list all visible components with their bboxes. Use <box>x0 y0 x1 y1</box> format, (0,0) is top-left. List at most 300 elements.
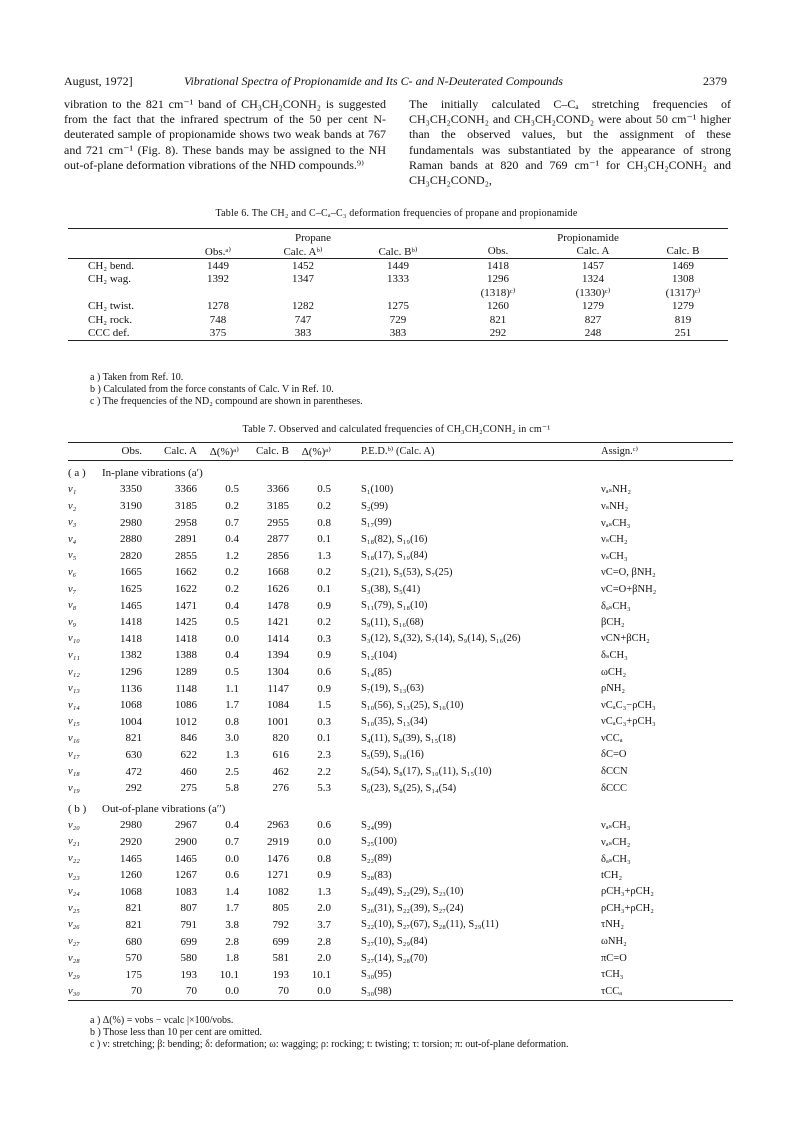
table7-mode: ν₈ <box>68 600 77 612</box>
table7-value: 581 <box>272 952 289 965</box>
table6-cell: 1324 <box>582 273 604 286</box>
table7-row <box>68 581 733 598</box>
table7-value: 3.7 <box>317 918 331 931</box>
table7-value: 580 <box>180 952 197 965</box>
table7-mode: ν₉ <box>68 616 77 628</box>
table7-value: 0.0 <box>225 985 239 998</box>
table6-cell: 383 <box>294 327 312 340</box>
table7-section-header <box>68 796 733 817</box>
table7-value: 0.8 <box>225 715 239 728</box>
table7-value: 2.0 <box>317 902 331 915</box>
table7-mode: ν₅ <box>68 550 77 562</box>
table7-ped: S₁₀(56), S₁₃(25), S₁₆(10) <box>361 699 464 711</box>
table7-mode: ν₃₀ <box>68 985 80 997</box>
table7-row <box>68 564 733 581</box>
table7-mode: ν₁₉ <box>68 782 80 794</box>
table7-assign: tCH₂ <box>601 869 623 881</box>
table7-value: 1465 <box>120 852 142 865</box>
table7-value: 2967 <box>175 819 197 832</box>
table7-value: 1082 <box>267 885 289 898</box>
table7-value: 0.5 <box>225 483 239 496</box>
table7-assign: νₐₛCH₃ <box>601 820 631 832</box>
table6-cell: 1457 <box>582 259 604 272</box>
table7-mode: ν₁₃ <box>68 683 80 695</box>
table7-value: 1421 <box>267 616 289 629</box>
table7-value: 3366 <box>175 483 197 496</box>
table7-value: 1382 <box>120 649 142 662</box>
table7-ped: S₂₇(10), S₂₉(84) <box>361 936 428 948</box>
header-date: August, 1972] <box>64 74 133 88</box>
table7-ped: S₆(23), S₈(25), S₁₄(54) <box>361 782 457 794</box>
table7-row <box>68 883 733 900</box>
table7-value: 1425 <box>175 616 197 629</box>
table7-ped: S₉(11), S₁₆(68) <box>361 616 424 628</box>
table6-cell-nd2: (1330)ᶜ⁾ <box>575 287 611 300</box>
table7-value: 1.4 <box>225 885 239 898</box>
table7-mode: ν₁₅ <box>68 716 80 728</box>
table7-value: 1304 <box>267 666 289 679</box>
table7-mode: ν₂₀ <box>68 819 80 831</box>
table7-value: 2920 <box>120 835 142 848</box>
table7-value: 1.3 <box>317 549 331 562</box>
table7-row <box>68 730 733 747</box>
table7-value: 10.1 <box>219 968 239 981</box>
table7-value: 3185 <box>175 500 197 513</box>
table7-ped: S₇(19), S₁₃(63) <box>361 683 424 695</box>
table7-section-label: ( a ) <box>68 466 86 479</box>
table7-assign: ρCH₃+ρCH₂ <box>601 886 654 898</box>
table7-value: 792 <box>272 918 289 931</box>
table7-value: 0.9 <box>317 649 331 662</box>
table7-ped: S₁₂(104) <box>361 649 397 661</box>
table7-value: 1296 <box>120 666 142 679</box>
table7-value: 460 <box>180 765 197 778</box>
table7-value: 175 <box>125 968 142 981</box>
table7-value: 0.2 <box>317 566 331 579</box>
table7-value: 1465 <box>120 599 142 612</box>
table7-value: 3.0 <box>225 732 239 745</box>
table7-value: 2958 <box>175 516 197 529</box>
table7-mode: ν₂₆ <box>68 919 80 931</box>
table7-ped: S₁(100) <box>361 483 394 495</box>
table6-row-label: CCC def. <box>88 327 130 340</box>
table7-ped: S₃(21), S₅(53), S₇(25) <box>361 566 453 578</box>
table7-mode: ν₆ <box>68 566 77 578</box>
table7-ped: S₃(38), S₅(41) <box>361 583 421 595</box>
table6-cell: 1418 <box>487 259 509 272</box>
table6-col-header: Calc. Bᵇ⁾ <box>378 245 418 258</box>
table6-cell: 1275 <box>387 300 409 313</box>
table6-cell: 827 <box>584 313 602 326</box>
table6-footnotes <box>90 372 363 408</box>
table7-mode: ν₁ <box>68 483 77 495</box>
table7-row <box>68 966 733 983</box>
table7-value: 680 <box>125 935 142 948</box>
table7-value: 791 <box>180 918 197 931</box>
table7-value: 2955 <box>267 516 289 529</box>
table7-value: 1148 <box>175 682 197 695</box>
table7-row <box>68 950 733 967</box>
table7-value: 1418 <box>175 632 197 645</box>
table7-ped: S₁₀(35), S₁₃(34) <box>361 716 428 728</box>
table7-ped: S₁₁(79), S₁₈(10) <box>361 600 428 612</box>
table7-value: 0.4 <box>225 533 239 546</box>
table7-value: 0.7 <box>225 516 239 529</box>
table7-value: 0.7 <box>225 835 239 848</box>
header-page-number: 2379 <box>703 74 727 88</box>
table7-value: 846 <box>180 732 197 745</box>
table7-assign: ρNH₂ <box>601 683 626 695</box>
table7-ped: S₃₀(95) <box>361 969 392 981</box>
table7-assign: νₐₛNH₂ <box>601 484 631 496</box>
table7-value: 0.4 <box>225 599 239 612</box>
table7-value: 2880 <box>120 533 142 546</box>
table7-row <box>68 647 733 664</box>
table7-row <box>68 631 733 648</box>
table7-value: 1665 <box>120 566 142 579</box>
table7-row <box>68 933 733 950</box>
table7-value: 5.3 <box>317 782 331 795</box>
table7-value: 2900 <box>175 835 197 848</box>
table7-value: 2919 <box>267 835 289 848</box>
table7-value: 2855 <box>175 549 197 562</box>
table6-cell-nd2: (1317)ᶜ⁾ <box>665 287 701 300</box>
table7-value: 1289 <box>175 666 197 679</box>
table7-value: 570 <box>125 952 142 965</box>
table7-value: 2.0 <box>317 952 331 965</box>
table7-col-header: P.E.D.ᵇ⁾ (Calc. A) <box>361 446 435 458</box>
table7-value: 3350 <box>120 483 142 496</box>
table6-col-header: Calc. A <box>576 245 610 258</box>
table7-value: 1476 <box>267 852 289 865</box>
table7-caption: Table 7. Observed and calculated frequencies of CH₃CH₂CONH₂ in cm⁻¹ <box>242 424 551 435</box>
table7-value: 1626 <box>267 583 289 596</box>
table6-col-header: Obs.ᵃ⁾ <box>204 245 232 258</box>
table7-value: 1668 <box>267 566 289 579</box>
table7-mode: ν₁₂ <box>68 666 80 678</box>
table6-cell: 729 <box>389 313 407 326</box>
table7-value: 1465 <box>175 852 197 865</box>
table7-value: 0.2 <box>317 500 331 513</box>
table7-row <box>68 834 733 851</box>
table7-value: 1418 <box>120 632 142 645</box>
table6-cell: 1279 <box>672 300 694 313</box>
table6-row <box>68 273 728 287</box>
table6 <box>68 228 728 341</box>
table7-value: 0.6 <box>225 869 239 882</box>
table7-mode: ν₁₈ <box>68 766 80 778</box>
table7-mode: ν₁₀ <box>68 633 80 645</box>
table7-value: 292 <box>125 782 142 795</box>
table6-row-nd2 <box>68 286 728 300</box>
table7-ped: S₂₆(31), S₂₂(39), S₂₇(24) <box>361 902 464 914</box>
table7-value: 3185 <box>267 500 289 513</box>
table6-row-label: CH₂ bend. <box>88 259 134 272</box>
table7-value: 1388 <box>175 649 197 662</box>
table7-value: 0.9 <box>317 869 331 882</box>
table7-value: 0.9 <box>317 682 331 695</box>
table7-value: 193 <box>272 968 289 981</box>
table7-ped: S₄(11), S₈(39), S₁₅(18) <box>361 732 456 744</box>
table6-cell: 251 <box>674 327 692 340</box>
table7-ped: S₂₇(14), S₂₈(70) <box>361 952 428 964</box>
table7-assign: νCCₐ <box>601 732 623 744</box>
table7-assign: δCCN <box>601 766 628 778</box>
table6-cell: 1279 <box>582 300 604 313</box>
table7-value: 1.7 <box>225 699 239 712</box>
table7-row <box>68 680 733 697</box>
table7-value: 1418 <box>120 616 142 629</box>
table6-cell: 748 <box>209 313 227 326</box>
table7-ped: S₆(54), S₈(17), S₁₀(11), S₁₅(10) <box>361 766 492 778</box>
table7-assign: δₐₛCH₃ <box>601 853 631 865</box>
table7-row <box>68 917 733 934</box>
table7-row <box>68 817 733 834</box>
table7-assign: νₛCH₃ <box>601 550 628 562</box>
table7-value: 1394 <box>267 649 289 662</box>
table6-cell: 1469 <box>672 259 694 272</box>
table7-footnotes <box>90 1015 569 1051</box>
table6-cell: 1282 <box>292 300 314 313</box>
table7-value: 1068 <box>120 699 142 712</box>
table6-col-header: Calc. B <box>666 245 700 258</box>
table7-row <box>68 514 733 531</box>
table7-value: 2980 <box>120 516 142 529</box>
table7-value: 820 <box>272 732 289 745</box>
table7-mode: ν₂₄ <box>68 886 80 898</box>
table7-value: 0.4 <box>225 649 239 662</box>
table7-value: 0.9 <box>317 599 331 612</box>
table7-row <box>68 597 733 614</box>
table7-row <box>68 747 733 764</box>
table6-row-label: CH₂ twist. <box>88 300 135 313</box>
table7-assign: τCH₃ <box>601 969 624 981</box>
table6-group-propane: Propane <box>294 231 332 244</box>
table7-value: 0.3 <box>317 715 331 728</box>
table7-value: 1622 <box>175 583 197 596</box>
table7-value: 3190 <box>120 500 142 513</box>
table7-value: 1.8 <box>225 952 239 965</box>
table7-value: 462 <box>272 765 289 778</box>
table7-value: 616 <box>272 748 289 761</box>
table7-value: 2.8 <box>225 935 239 948</box>
table6-cell: 1392 <box>207 273 229 286</box>
table7-ped: S₂₂(89) <box>361 853 392 865</box>
table7-ped: S₁₈(82), S₁₉(16) <box>361 533 428 545</box>
table7-row <box>68 714 733 731</box>
table7-value: 70 <box>131 985 142 998</box>
table7-value: 821 <box>125 918 142 931</box>
table7-assign: νCN+βCH₂ <box>601 633 650 645</box>
table7-assign: δₐₛCH₃ <box>601 600 631 612</box>
table7-row <box>68 664 733 681</box>
table7-ped: S₂₆(49), S₂₂(29), S₂₃(10) <box>361 886 464 898</box>
table7-value: 0.8 <box>317 852 331 865</box>
table7-ped: S₅(59), S₁₈(16) <box>361 749 424 761</box>
table7-assign: νₐₛCH₂ <box>601 836 631 848</box>
table7-value: 0.1 <box>317 732 331 745</box>
table7-mode: ν₂₅ <box>68 902 80 914</box>
table7-ped: S₂₅(100) <box>361 836 397 848</box>
running-header <box>64 74 727 90</box>
table7-section-header <box>68 460 733 481</box>
table6-footnote: a ) Taken from Ref. 10. <box>90 372 184 383</box>
table7-assign: νCₐC₃+ρCH₃ <box>601 716 656 728</box>
table6-row-label: CH₂ rock. <box>88 313 133 326</box>
table7-value: 193 <box>180 968 197 981</box>
table7-value: 0.3 <box>317 632 331 645</box>
table7-value: 821 <box>125 902 142 915</box>
table6-cell: 383 <box>389 327 407 340</box>
table7-row <box>68 481 733 498</box>
table7-ped: S₂(99) <box>361 500 388 512</box>
table7-value: 807 <box>180 902 197 915</box>
table6-cell: 747 <box>294 313 312 326</box>
table6-row <box>68 327 728 341</box>
table7-mode: ν₂₁ <box>68 836 80 848</box>
table7-assign: δCCC <box>601 782 627 794</box>
table7-value: 1662 <box>175 566 197 579</box>
table7-mode: ν₁₆ <box>68 732 80 744</box>
table7-value: 1271 <box>267 869 289 882</box>
table7-value: 2856 <box>267 549 289 562</box>
table6-footnote: c ) The frequencies of the ND₂ compound are shown in parentheses. <box>90 396 363 407</box>
table7-value: 622 <box>180 748 197 761</box>
table7-row <box>68 548 733 565</box>
table7-mode: ν₂₈ <box>68 952 80 964</box>
table7-row <box>68 983 733 1000</box>
table7-value: 2.8 <box>317 935 331 948</box>
table7-value: 630 <box>125 748 142 761</box>
table7-value: 0.2 <box>225 583 239 596</box>
table7-mode: ν₂₂ <box>68 853 80 865</box>
table7-assign: ρCH₃+ρCH₂ <box>601 902 654 914</box>
table6-cell: 1278 <box>207 300 229 313</box>
table7-value: 1001 <box>267 715 289 728</box>
table7-value: 1136 <box>120 682 142 695</box>
table7-footnote: c ) ν: stretching; β: bending; δ: deformation; ω: wagging; ρ: rocking; t: twisting; τ: torsion; π: out-of-plane deformation. <box>90 1039 569 1050</box>
table7-assign: ωNH₂ <box>601 936 627 948</box>
table7-value: 699 <box>180 935 197 948</box>
table6-col-header: Obs. <box>487 245 509 258</box>
table7-ped: S₂₄(99) <box>361 819 392 831</box>
table7-assign: δC=O <box>601 749 627 761</box>
table7-value: 1.3 <box>225 748 239 761</box>
table7-assign: βCH₂ <box>601 616 625 628</box>
table7-value: 1.7 <box>225 902 239 915</box>
table6-group-propionamide: Propionamide <box>557 231 619 244</box>
table7-ped: S₁₇(99) <box>361 517 392 529</box>
table7-value: 821 <box>125 732 142 745</box>
table7-assign: τCCₐ <box>601 985 623 997</box>
table7-value: 1083 <box>175 885 197 898</box>
table7-ped: S₂₈(83) <box>361 869 392 881</box>
table7-value: 0.2 <box>317 616 331 629</box>
table7-value: 0.2 <box>225 566 239 579</box>
table7-value: 0.5 <box>225 666 239 679</box>
table7-value: 1084 <box>267 699 289 712</box>
table7-ped: S₃(12), S₄(32), S₇(14), S₉(14), S₁₆(26) <box>361 633 521 645</box>
table7-value: 1.1 <box>225 682 239 695</box>
table7-value: 0.5 <box>225 616 239 629</box>
table7-value: 2980 <box>120 819 142 832</box>
table7-row <box>68 867 733 884</box>
table7-assign: δₛCH₃ <box>601 650 628 662</box>
table7-value: 0.0 <box>225 852 239 865</box>
table6-cell: 292 <box>489 327 507 340</box>
table7-section-label: ( b ) <box>68 802 87 815</box>
table6-footnote: b ) Calculated from the force constants of Calc. V in Ref. 10. <box>90 384 334 395</box>
table7-value: 0.5 <box>317 483 331 496</box>
table7-value: 805 <box>272 902 289 915</box>
table7-col-header: Obs. <box>121 445 142 458</box>
table7-row <box>68 498 733 515</box>
table7-value: 1068 <box>120 885 142 898</box>
table7-value: 0.6 <box>317 819 331 832</box>
table7-assign: τNH₂ <box>601 919 625 931</box>
table7-ped: S₁₈(17), S₁₉(84) <box>361 550 428 562</box>
table6-cell: 248 <box>584 327 602 340</box>
table7-value: 3366 <box>267 483 289 496</box>
table6-cell: 1296 <box>487 273 509 286</box>
table7-value: 2877 <box>267 533 289 546</box>
table7-assign: νₛCH₂ <box>601 534 628 546</box>
table7-row <box>68 780 733 797</box>
table7-mode: ν₂₇ <box>68 936 80 948</box>
table7-assign: νC=O, βNH₂ <box>601 566 656 578</box>
table6-row <box>68 313 728 327</box>
table6-cell: 819 <box>674 313 692 326</box>
table7-value: 1.2 <box>225 549 239 562</box>
table7-assign: πC=O <box>601 952 627 964</box>
table6-cell: 375 <box>209 327 227 340</box>
table7-value: 2891 <box>175 533 197 546</box>
table7-assign: νₐₛCH₃ <box>601 517 631 529</box>
table6-caption: Table 6. The CH₂ and C–Cₐ–C₃ deformation frequencies of propane and propionamide <box>215 208 578 219</box>
table7-mode: ν₂₃ <box>68 869 80 881</box>
table7-value: 1.3 <box>317 885 331 898</box>
table7-value: 2820 <box>120 549 142 562</box>
table7-value: 0.0 <box>317 835 331 848</box>
table7-value: 1267 <box>175 869 197 882</box>
table7-footnote: b ) Those less than 10 per cent are omitted. <box>90 1027 262 1038</box>
table7-col-header: Δ(%)ᵃ⁾ <box>301 445 331 458</box>
table7-value: 1.5 <box>317 699 331 712</box>
table6-cell-nd2: (1318)ᶜ⁾ <box>480 287 516 300</box>
table7-value: 70 <box>186 985 197 998</box>
table7-value: 2963 <box>267 819 289 832</box>
table7-row <box>68 531 733 548</box>
table6-cell: 1260 <box>487 300 509 313</box>
table7-value: 276 <box>272 782 289 795</box>
table7-value: 1012 <box>175 715 197 728</box>
table7-value: 1625 <box>120 583 142 596</box>
table7-value: 2.5 <box>225 765 239 778</box>
table7-value: 10.1 <box>311 968 331 981</box>
table7-section-title: Out-of-plane vibrations (a′′) <box>102 802 226 815</box>
table7-assign: νC=O+βNH₂ <box>601 583 657 595</box>
table6-col-header: Calc. Aᵇ⁾ <box>283 245 323 258</box>
table7-value: 0.0 <box>225 632 239 645</box>
table6-cell: 1333 <box>387 273 409 286</box>
table7-value: 0.4 <box>225 819 239 832</box>
table7-value: 699 <box>272 935 289 948</box>
table7-row <box>68 697 733 714</box>
table7-mode: ν₁₇ <box>68 749 80 761</box>
table7-value: 0.1 <box>317 533 331 546</box>
table7-value: 0.1 <box>317 583 331 596</box>
table7-row <box>68 614 733 631</box>
